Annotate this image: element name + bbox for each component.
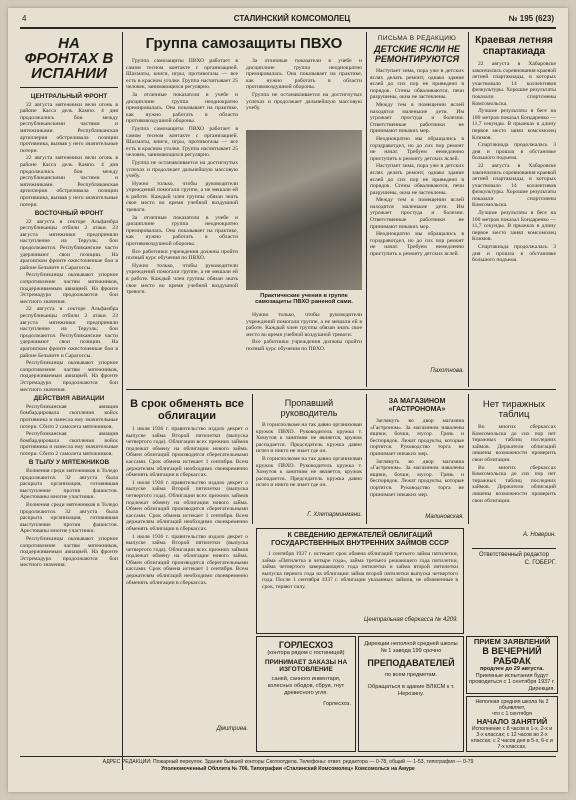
tables-article	[472, 394, 556, 544]
gorleskhoz-ad	[256, 636, 356, 752]
shop-title: ЗА МАГАЗИНОМ «ГАСТРОНОМА»	[388, 398, 446, 413]
paragraph: 22 августа в секторе Альфамбра республиканцы отбили 2 атаки. 23 августа мятежники предприняли наступление на Теруэль; бои продолжаются. Республиканские части удерживают свои позиции. На арагонском фронте ожесточенные бои в районе Бельчите и Сарагоссы.	[20, 218, 118, 271]
footer-rule	[20, 756, 556, 757]
paragraph: Волнения среди мятежников в Толедо продолжаются. 32 августа была раскрыта организация, готовившая выступление против фашистов. Арестованы многие участники.	[20, 502, 118, 535]
ad-line: Неполная средняя школа № 2 объявляет,	[475, 699, 549, 711]
shop-article	[370, 394, 464, 524]
ad-signature: Дирекция.	[528, 686, 555, 693]
ad-title: НАЧАЛО ЗАНЯТИЙ	[476, 717, 548, 726]
paragraph: 1 сентября 1937 г. истекает срок обмена облигаций третьего займа пятилетки, займа «Пятилетка в четыре года», займа третьего решающего года пятилетки, займа четвертого завершающего года пятилетки и займа второй пятилетки выпуска первого года на облигации займа второй пятилетки выпуска четвертого года. После 1 сентября 1937 г. облигации указанных займов, не обмененные в срок, теряют силу.	[262, 551, 458, 590]
paragraph: Все работники учреждения должны пройти полный курс обучения по ПВХО.	[126, 248, 238, 262]
missing-text	[256, 422, 362, 512]
shop-signature: Малиновская.	[425, 514, 464, 520]
letters-kicker: ПИСЬМА В РЕДАКЦИЮ	[377, 35, 457, 42]
bonds-signature: Дмитриев.	[216, 726, 248, 732]
paragraph: 22 августа мятежники вели огонь в районе Касса дель Кампо. 4 дня продолжались бои между республиканскими частями и мятежниками. Республиканская артиллерия обстреливала позиции противника, вызвав у него значительные потери.	[20, 155, 118, 208]
paragraph: За отличные показатели в учебе и дисциплине группа неоднократно премировалась. Она показывает на практике, как нужно работать в области противовоздушной обороны.	[126, 91, 238, 125]
nursery-signature: Пахотнова.	[430, 368, 464, 374]
school-start-ad	[466, 696, 558, 752]
spartakiad-title: Краевая летняя спартакиада	[475, 35, 553, 57]
ad-line: Обращаться в здание ВЛКСМ к т. Нерозину.	[367, 684, 455, 698]
paragraph: Группа не останавливается на достигнутых успехах и продолжает дальнейшую массовую учебу.	[246, 91, 362, 112]
ad-signature: Горлесхоз.	[323, 700, 351, 707]
paragraph: Нужно только, чтобы руководители учреждений помогали группе, а не мешали ей в работе. Каждый член группы обязан знать свое место во время учебной воздушной тревоги.	[126, 180, 238, 214]
ad-line: что с 1 сентября	[492, 711, 532, 717]
spain-title: НА ФРОНТАХ В ИСПАНИИ	[24, 35, 114, 82]
tables-text	[472, 424, 556, 532]
bonds-article	[126, 394, 248, 752]
paragraph: 22 августа мятежники вели огонь в районе Касса дель Кампо. 4 дня продолжались бои между республиканскими частями и мятежниками. Республиканская артиллерия обстреливала позиции противника, вызвав у него значительные потери.	[20, 101, 118, 154]
paragraph: Во многих сберкассах Комсомольска до сих пор нет тиражных таблиц последних займов. Держатели облигаций лишены возможности проверить свои облигации.	[472, 464, 556, 504]
editor-name: С. ГОБЕРГ.	[524, 560, 556, 566]
editor-block	[472, 552, 556, 566]
paragraph: Волнения среди мятежников в Толедо продолжаются. 32 августа была раскрыта организация, готовившая выступление против фашистов. Арестованы многие участники.	[20, 468, 118, 501]
teachers-ad	[358, 636, 464, 752]
paragraph: Наступает зима, пора уже в детских яслях делать ремонт, однако здание яслей до сих пор не приведено в порядок. Стены обваливаются, печи разрушены, окна не застеклены.	[370, 68, 464, 101]
paragraph: Нужно только, чтобы руководители учреждений помогали группе, а не мешали ей в работе. Каждый член группы обязан знать свое место во время учебной воздушной тревоги.	[246, 312, 362, 338]
page-number: 4	[22, 14, 27, 23]
paragraph: Неоднократно мы обращались в горздравотдел, но до сих пор ремонт не начат. Требуем немедленно приступить к ремонту детских яслей.	[370, 231, 464, 258]
tables-signature: А. Новерин.	[523, 532, 556, 538]
tables-title: Нет тиражных таблиц	[482, 399, 546, 420]
paragraph: Во многих сберкассах Комсомольска до сих пор нет тиражных таблиц последних займов. Держатели облигаций лишены возможности проверить свои облигации.	[472, 424, 556, 463]
ad-title: ПРИЕМ ЗАЯВЛЕНИЙ	[473, 637, 551, 646]
column-divider	[366, 32, 367, 387]
header-rule	[20, 27, 556, 29]
paragraph: 22 августа в Хабаровске закончились соревнования краевой летней спартакиады, в которых участвовало 14 коллективов физкультуры. Хорошие результаты показали спортсмены Комсомольска.	[472, 61, 556, 107]
column-divider	[468, 394, 469, 524]
paragraph: За отличные показатели в учебе и дисциплине группа неоднократно премировалась. Она показывает на практике, как нужно работать в области противовоздушной обороны.	[246, 58, 362, 91]
notice-signature: Центральная сберкасса № 4209.	[363, 617, 458, 623]
paragraph: Спартакиада продолжалась 3 дня и прошла в обстановке большого подъема.	[472, 142, 556, 162]
photo-caption: Практические учения в группе самозащиты ПВХО раненой сами.	[255, 293, 353, 306]
paragraph: Между тем в помещении яслей находятся маленькие дети. Им угрожает простуда и болезни. Ответственные работники не принимают никаких мер.	[370, 197, 464, 230]
pvho-text-right-top	[246, 58, 362, 128]
paragraph: Группа самозащиты ПВХО работает в самом тесном контакте с организацией. Шахматы, книги, игры, противогазы — все есть в красном уголке. Группа насчитывает 25 человек, занимающихся регулярно.	[126, 58, 238, 91]
pvho-article	[126, 32, 362, 387]
paragraph: Наступает зима, пора уже в детских яслях делать ремонт, однако здание яслей до сих пор не приведено в порядок. Стены обваливаются, печи разрушены, окна не застеклены.	[370, 163, 464, 196]
column-divider	[468, 32, 469, 387]
paragraph: Лучшие результаты в беге на 100 метров показал Бондаренко — 11,7 секунды. В прыжках в длину первое место занял комсомолец Климов.	[472, 210, 556, 243]
pvho-text-left	[126, 58, 238, 384]
paragraph: Республиканцы оказывают упорное сопротивление частям мятежников, поддерживаемым авиацией. На фронте Эстремадура продолжаются бои местного значения.	[20, 536, 118, 569]
ad-title: ПРЕПОДАВАТЕЛЕЙ	[367, 657, 455, 668]
missing-title: Пропавший руководитель	[280, 398, 338, 418]
divider	[472, 548, 556, 549]
subheading: ДЕЙСТВИЯ АВИАЦИИ	[33, 395, 105, 403]
paragraph: 22 августа в Хабаровске закончились соревнования краевой летней спартакиады, в которых участвовало 14 коллективов физкультуры. Хорошие результаты показали спортсмены Комсомольска.	[472, 162, 556, 209]
divider	[20, 87, 118, 88]
ad-line: Исполнение с 8 часов в 1-х, 2-х и 3-х классах; с 12 часов во 2-х классах; с 2 часов дня в 5-х, 6-х и 7-х классах.	[471, 726, 553, 750]
spain-text	[20, 91, 118, 791]
newspaper-name: СТАЛИНСКИЙ КОМСОМОЛЕЦ	[233, 14, 351, 23]
paragraph: Неоднократно мы обращались в горздравотдел, но до сих пор ремонт не начат. Требуем немедленно приступить к ремонту детских яслей.	[370, 135, 464, 162]
paragraph: В горисполкоме на так давно организован кружок ПВХО. Руководитель кружка т. Хомутов к занятиям не является, кружок распадается. Председатель кружка давно исчез и никто не знает где он.	[256, 455, 362, 489]
paragraph: 1 июля 1936 г. правительство издало декрет о выпуске займа Второй пятилетки (выпуска четвертого года). Облигации всех прежних займов подлежат обмену на облигации нового займа. Обмен облигаций производится сберегательными кассами. Срок обмена истекает 1 сентября. Всем держателям облигаций необходимо своевременно обменять облигации в сберкассах.	[126, 479, 248, 532]
ad-content	[362, 641, 460, 698]
paragraph: 22 августа в секторе Альфамбра республиканцы отбили 2 атаки. 23 августа мятежники предприняли наступление на Теруэль; бои продолжаются. Республиканские части удерживают свои позиции. На арагонском фронте ожесточенные бои в районе Бельчите и Сарагоссы.	[20, 306, 118, 359]
ad-line: (контора рядом с гостиницей)	[267, 650, 345, 656]
spartakiad-article	[472, 32, 556, 387]
paragraph: Группа не останавливается на достигнутых успехах и продолжает дальнейшую массовую учебу.	[126, 159, 238, 180]
paragraph: Республиканцы оказывают упорное сопротивление частям мятежников, поддерживаемым авиацией. На фронте Эстремадура продолжаются бои местного значения.	[20, 360, 118, 393]
notice-title: К СВЕДЕНИЮ ДЕРЖАТЕЛЕЙ ОБЛИГАЦИЙ ГОСУДАРСТВЕННЫХ ВНУТРЕННИХ ЗАЙМОВ СССР	[271, 532, 449, 547]
editorial-address: АДРЕС РЕДАКЦИИ: Пожарный переулок. Здание бывшей конторы Скотоотдела. Телефоны: ответ. редактора — 0-78, общий — 1-53, типография — 0-79	[102, 759, 474, 765]
paragraph: Заглянуть во двор магазина «Гастроном». За магазином навалены ящики, бочки, мусор. Грязь и беспорядок. Лежат продукты, которые портятся. Руководство торга не принимает никаких мер.	[370, 458, 464, 498]
paragraph: Все работники учреждения должны пройти полный курс обучения по ПВХО.	[246, 339, 362, 352]
bonds-text	[126, 426, 248, 726]
pvho-text-right-bottom	[246, 312, 362, 384]
ad-heading: В ВЕЧЕРНИЙ РАБФАК	[482, 645, 542, 666]
newspaper-page	[8, 8, 568, 792]
section-rule	[126, 389, 556, 390]
ad-line: саней, санного инвентаря, колесных ободов, сбруи, гнут древесного угля.	[267, 676, 345, 696]
bondholders-notice	[256, 528, 464, 634]
printing-info: Уполномоченный Обллита № 706. Типография «Сталинский Комсомолец» Комсомольск на Амуре	[161, 766, 415, 772]
paragraph: Республиканская авиация бомбардировала скопления войск противника и нанесла ему значительные потери. Сбито 2 самолета мятежников.	[20, 431, 118, 457]
column-divider	[366, 394, 367, 524]
subheading: ВОСТОЧНЫЙ ФРОНТ	[34, 210, 104, 218]
issue-number: № 195 (623)	[508, 14, 554, 23]
ad-title: ГОРЛЕСХОЗ	[278, 640, 334, 650]
paragraph: Между тем в помещении яслей находятся маленькие дети. Им угрожает простуда и болезни. Ответственные работники не принимают никаких мер.	[370, 101, 464, 135]
pvho-title: Группа самозащиты ПВХО	[145, 35, 343, 52]
paragraph: 1 июля 1936 г. правительство издало декрет о выпуске займа Второй пятилетки (выпуска четвертого года). Облигации всех прежних займов подлежат обмену на облигации нового займа. Обмен облигаций производится сберегательными кассами. Срок обмена истекает 1 сентября. Всем держателям облигаций необходимо своевременно обменять облигации в сберкассах.	[126, 426, 248, 479]
ad-content	[469, 699, 555, 750]
ad-line: продлен до 29 августа.	[480, 665, 544, 672]
column-divider	[252, 394, 253, 524]
nursery-article	[370, 32, 464, 387]
ad-line: Приемные испытания будут проводиться с 1 сентября 1937 г.	[469, 672, 555, 686]
paragraph: Заглянуть во двор магазина «Гастроном». За магазином навалены ящики, бочки, мусор. Грязь и беспорядок. Лежат продукты, которые портятся. Руководство торга не принимает никаких мер.	[370, 418, 464, 457]
subheading: ЦЕНТРАЛЬНЫЙ ФРОНТ	[30, 93, 108, 100]
notice-text	[262, 551, 458, 617]
rabfak-ad	[466, 636, 558, 694]
ad-content	[257, 640, 355, 708]
editor-label: Ответственный редактор	[479, 552, 549, 558]
paragraph: За отличные показатели в учебе и дисциплине группа неоднократно премировалась. Она показывает на практике, как нужно работать в области противовоздушной обороны.	[126, 214, 238, 248]
paragraph: 1 июля 1936 г. правительство издало декрет о выпуске займа Второй пятилетки (выпуска четвертого года). Облигации всех прежних займов подлежат обмену на облигации нового займа. Обмен облигаций производится сберегательными кассами. Срок обмена истекает 1 сентября. Всем держателям облигаций необходимо своевременно обменять облигации в сберкассах.	[126, 533, 248, 586]
subheading: В ТЫЛУ У МЯТЕЖНИКОВ	[28, 459, 110, 467]
spain-column	[20, 32, 118, 770]
paragraph: Республиканская авиация бомбардировала скопления войск противника и нанесла ему значительные потери. Сбито 2 самолета мятежников.	[20, 403, 118, 430]
spartakiad-text	[472, 61, 556, 381]
paragraph: Спартакиада продолжалась 3 дня и прошла в обстановке большого подъема.	[472, 244, 556, 264]
missing-signature: Г. Хлетарминмани.	[307, 512, 362, 518]
ad-heading: ПРИНИМАЕТ ЗАКАЗЫ НА ИЗГОТОВЛЕНИЕ	[264, 658, 348, 673]
paragraph: Республиканцы оказывают упорное сопротивление частям мятежников, поддерживаемым авиацией. На фронте Эстремадура продолжаются бои местного значения.	[20, 272, 118, 305]
ad-line: Дирекции неполной средней школы № 1 завода 199 срочно	[364, 641, 458, 654]
nursery-title: ДЕТСКИЕ ЯСЛИ НЕ РЕМОНТИРУЮТСЯ	[374, 44, 460, 64]
paragraph: В горисполкоме на так давно организован кружок ПВХО. Руководитель кружка т. Хомутов к занятиям не является, кружок распадается. Председатель кружка давно исчез и никто не знает где он.	[256, 422, 362, 455]
ad-content	[469, 639, 555, 693]
bonds-title: В срок обменять все облигации	[130, 398, 244, 422]
nursery-text	[370, 68, 464, 368]
paragraph: Группа самозащиты ПВХО работает в самом тесном контакте с организацией. Шахматы, книги, игры, противогазы — все есть в красном уголке. Группа насчитывает 25 человек, занимающихся регулярно.	[126, 125, 238, 159]
column-divider	[122, 32, 123, 770]
missing-article	[256, 394, 362, 524]
shop-text	[370, 418, 464, 514]
pvho-photo	[246, 130, 362, 290]
footer	[20, 759, 556, 773]
ad-line: по всем предметам.	[384, 671, 438, 678]
paragraph: Лучшие результаты в беге на 100 метров показал Бондаренко — 11,7 секунды. В прыжках в длину первое место занял комсомолец Климов.	[472, 108, 556, 141]
paragraph: Нужно только, чтобы руководители учреждений помогали группе, а не мешали ей в работе. Каждый член группы обязан знать свое место во время учебной воздушной тревоги.	[126, 262, 238, 296]
page-header	[22, 14, 554, 26]
